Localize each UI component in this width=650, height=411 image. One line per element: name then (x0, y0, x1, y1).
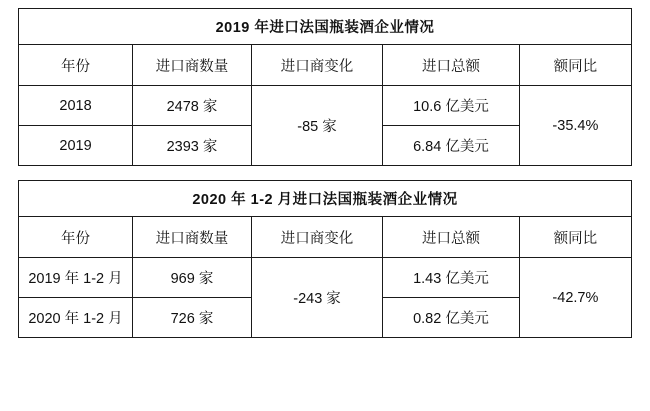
table-title-row (19, 9, 632, 45)
column-header-importer-count: 进口商数量 (133, 217, 252, 258)
column-header-year: 年份 (19, 45, 133, 86)
column-header-import-total: 进口总额 (383, 217, 520, 258)
table-header-row (19, 45, 632, 86)
cell-import-total: 0.82 亿美元 (383, 298, 520, 338)
table-title: 2020 年 1-2 月进口法国瓶装酒企业情况 (19, 181, 632, 217)
cell-year: 2020 年 1-2 月 (19, 298, 133, 338)
table-spacer (18, 166, 632, 180)
column-header-importer-change: 进口商变化 (251, 45, 382, 86)
cell-yoy: -35.4% (519, 86, 631, 166)
table-2019 (18, 8, 632, 166)
cell-year: 2019 年 1-2 月 (19, 258, 133, 298)
cell-yoy: -42.7% (519, 258, 631, 338)
cell-importer-count: 2393 家 (133, 126, 252, 166)
column-header-importer-count: 进口商数量 (133, 45, 252, 86)
table-title-row (19, 181, 632, 217)
cell-year: 2019 (19, 126, 133, 166)
column-header-import-total: 进口总额 (383, 45, 520, 86)
cell-import-total: 1.43 亿美元 (383, 258, 520, 298)
column-header-importer-change: 进口商变化 (251, 217, 382, 258)
cell-year: 2018 (19, 86, 133, 126)
cell-import-total: 10.6 亿美元 (383, 86, 520, 126)
table-row (19, 86, 632, 126)
cell-import-total: 6.84 亿美元 (383, 126, 520, 166)
column-header-yoy: 额同比 (519, 45, 631, 86)
cell-importer-count: 969 家 (133, 258, 252, 298)
table-header-row (19, 217, 632, 258)
cell-importer-change: -243 家 (251, 258, 382, 338)
cell-importer-change: -85 家 (251, 86, 382, 166)
column-header-yoy: 额同比 (519, 217, 631, 258)
cell-importer-count: 2478 家 (133, 86, 252, 126)
cell-importer-count: 726 家 (133, 298, 252, 338)
table-title: 2019 年进口法国瓶装酒企业情况 (19, 9, 632, 45)
table-row (19, 258, 632, 298)
column-header-year: 年份 (19, 217, 133, 258)
table-2020 (18, 180, 632, 338)
